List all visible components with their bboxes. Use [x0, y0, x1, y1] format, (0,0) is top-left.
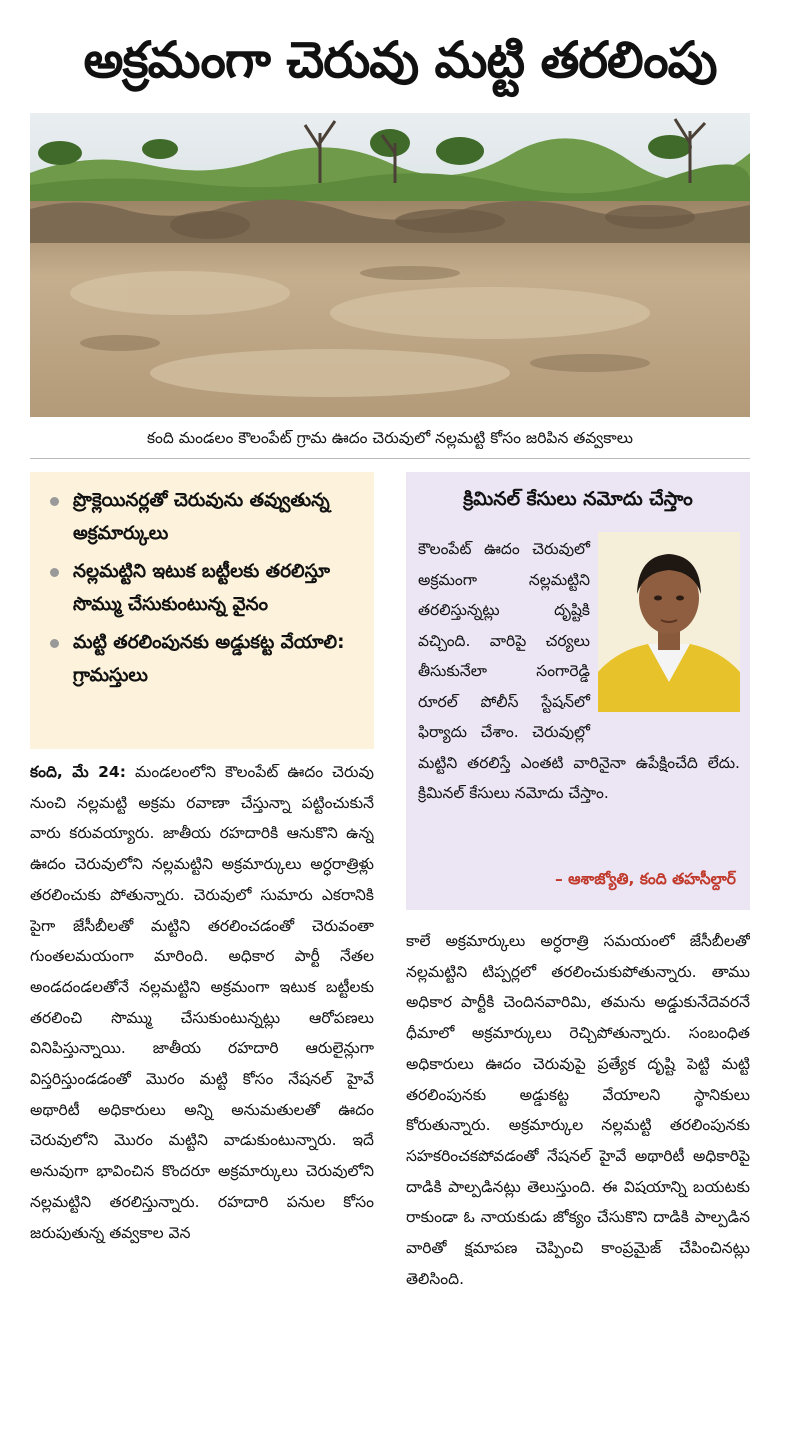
highlight-item: [44, 626, 364, 692]
quote-text: కౌలంపేట్ ఊదం చెరువులో అక్రమంగా నల్లమట్టిని తరలిస్తున్నట్లు దృష్టికి వచ్చింది. వారిపై చర్యలు తీసుకునేలా సంగారెడ్డి రూరల్ పోలీస్ స్టేషన్‌లో ఫిర్యాదు చేశాం. చెరువుల్లో మట్టిని తరలిస్తే ఎంతటి వారినైనా ఉపేక్షించేది లేదు. క్రిమినల్ కేసులు నమోదు చేస్తాం.: [418, 540, 740, 802]
bullet-icon: [50, 568, 59, 577]
article-column-right: [406, 926, 750, 1404]
highlight-item: [44, 484, 364, 550]
photo-illustration: [30, 113, 750, 417]
highlights-box: [30, 472, 374, 749]
quote-attribution: – ఆశాజ్యోతి, కంది తహసీల్దార్: [555, 870, 736, 888]
highlight-text: ప్రొక్లెయినర్లతో చెరువును తవ్వుతున్న అక్రమార్కులు: [73, 490, 330, 544]
photo-caption: కంది మండలం కౌలంపేట్ గ్రామ ఊదం చెరువులో నల్లమట్టి కోసం జరిపిన తవ్వకాలు: [30, 418, 750, 459]
highlight-text: మట్టి తరలింపునకు అడ్డుకట్ట వేయాలి: గ్రామస్తులు: [73, 632, 345, 686]
article-column-left: [30, 757, 374, 1405]
official-portrait: [598, 532, 740, 712]
dateline: కంది, మే 24:: [30, 763, 126, 781]
headline: అక్రమంగా చెరువు మట్టి తరలింపు: [83, 31, 717, 89]
bullet-icon: [50, 639, 59, 648]
quote-box-title: క్రిమినల్ కేసులు నమోదు చేస్తాం: [463, 488, 693, 510]
pond-excavation-photo: [30, 113, 750, 417]
quote-box-body: [418, 534, 740, 809]
portrait-illustration: [598, 532, 740, 712]
highlight-item: [44, 555, 364, 621]
highlight-text: నల్లమట్టిని ఇటుక బట్టీలకు తరలిస్తూ సొమ్ము చేసుకుంటున్న వైనం: [73, 561, 330, 615]
article-text-right: కాలే అక్రమార్కులు అర్ధరాత్రి సమయంలో జేసీబీలతో నల్లమట్టిని టిప్పర్లలో తరలించుకుపోతున్నారు. తాము అధికార పార్టీకి చెందినవారిమి, తమను అడ్డుకునేదెవరనే ధీమాలో అక్రమార్కులు రెచ్చిపోతున్నారు. సంబంధిత అధికారులు ఊదం చెరువుపై ప్రత్యేక దృష్టి పెట్టి మట్టి తరలింపునకు అడ్డుకట్ట వేయాలని స్థానికులు కోరుతున్నారు. అక్రమార్కుల నల్లమట్టి తరలింపునకు సహకరించకపోవడంతో నేషనల్ హైవే అథారిటీ అధికారిపై దాడికి పాల్పడినట్లు తెలుస్తుంది. ఈ విషయాన్ని బయటకు రాకుండా ఓ నాయకుడు జోక్యం చేసుకొని దాడికి పాల్పడిన వారితో క్షమాపణ చెప్పించి కాంప్రమైజ్ చేపించినట్లు తెలిసింది.: [406, 932, 750, 1288]
official-quote-box: [406, 472, 750, 910]
article-text-left: మండలంలోని కౌలంపేట్ ఊదం చెరువు నుంచి నల్లమట్టి అక్రమ రవాణా చేస్తున్నా పట్టించుకునే వారు కరువయ్యారు. జాతీయ రహదారికి ఆనుకొని ఉన్న ఊదం చెరువులోని నల్లమట్టిని అక్రమార్కులు అర్ధరాత్రిళ్లు తరలించుకు పోతున్నారు. చెరువులో సుమారు ఎకరానికి పైగా జేసీబీలతో మట్టిని తరలించడంతో చెరువంతా గుంతలమయంగా మారింది. అధికార పార్టీ నేతల అండదండలతోనే నల్లమట్టిని అక్రమంగా ఇటుక బట్టీలకు తరలించి సొమ్ము చేసుకుంటున్నట్లు ఆరోపణలు వినిపిస్తున్నాయి. జాతీయ రహదారి ఆరులైన్లుగా విస్తరిస్తుండడంతో మొరం మట్టి కోసం నేషనల్ హైవే అథారిటీ అధికారులు అన్ని అనుమతులతో ఊదం చెరువులోని మొరం మట్టిని వాడుకుంటున్నారు. ఇదే అనువుగా భావించిన కొందరూ అక్రమార్కులు చెరువులోని నల్లమట్టిని తరలిస్తున్నారు. రహదారి పనుల కోసం జరుపుతున్న తవ్వకాల వెన: [30, 763, 374, 1242]
bullet-icon: [50, 497, 59, 506]
